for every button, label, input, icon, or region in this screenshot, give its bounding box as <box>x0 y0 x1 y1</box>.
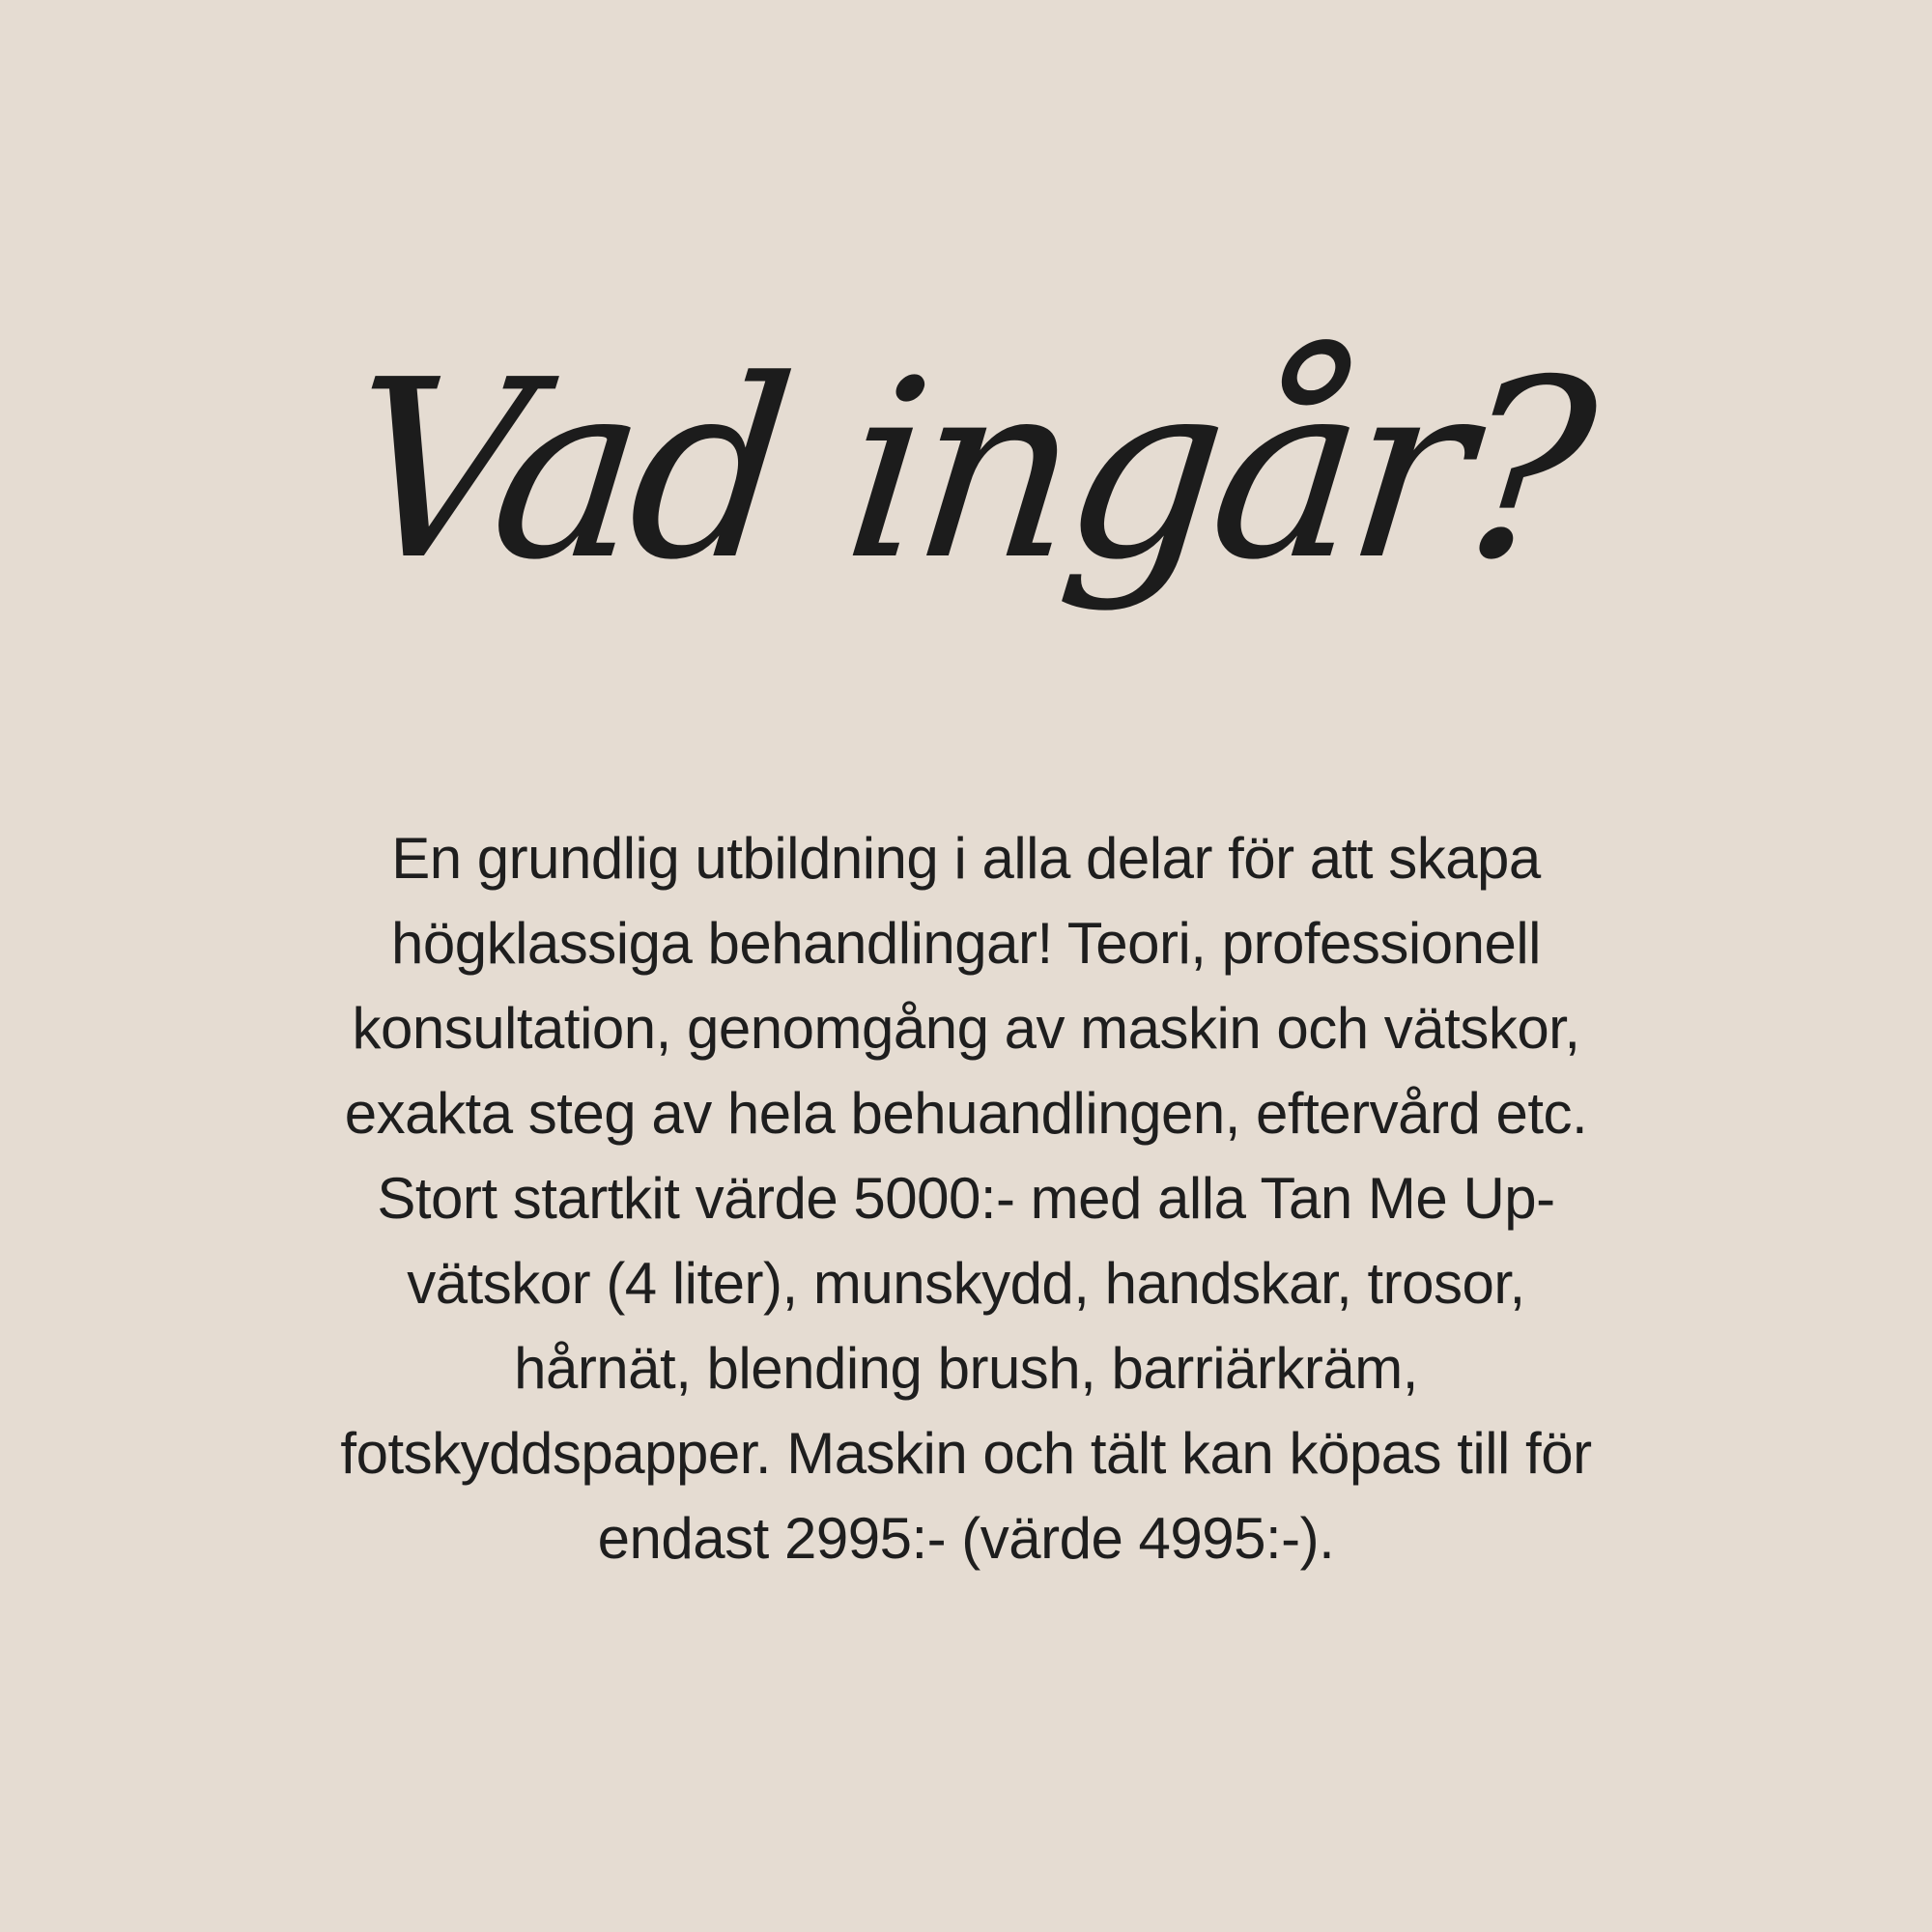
body-paragraph <box>184 816 1748 1581</box>
body-text-line: endast 2995:- (värde 4995:-). <box>597 1506 1335 1571</box>
body-text-line: konsultation, genomgång av maskin och vätskor, <box>352 996 1580 1061</box>
body-text-line: vätskor (4 liter), munskydd, handskar, trosor, <box>407 1251 1525 1316</box>
body-text-line: fotskyddspapper. Maskin och tält kan köpas till för <box>340 1421 1592 1486</box>
body-text-line: En grundlig utbildning i alla delar för att skapa <box>391 826 1541 891</box>
body-text-line: hårnät, blending brush, barriärkräm, <box>514 1336 1418 1401</box>
body-text-line: Stort startkit värde 5000:- med alla Tan Me Up- <box>377 1166 1555 1231</box>
body-text-line: exakta steg av hela behuandlingen, eftervård etc. <box>344 1081 1588 1146</box>
body-text-line: högklassiga behandlingar! Teori, professionell <box>390 911 1541 976</box>
page-title: Vad ingår? <box>335 327 1597 614</box>
